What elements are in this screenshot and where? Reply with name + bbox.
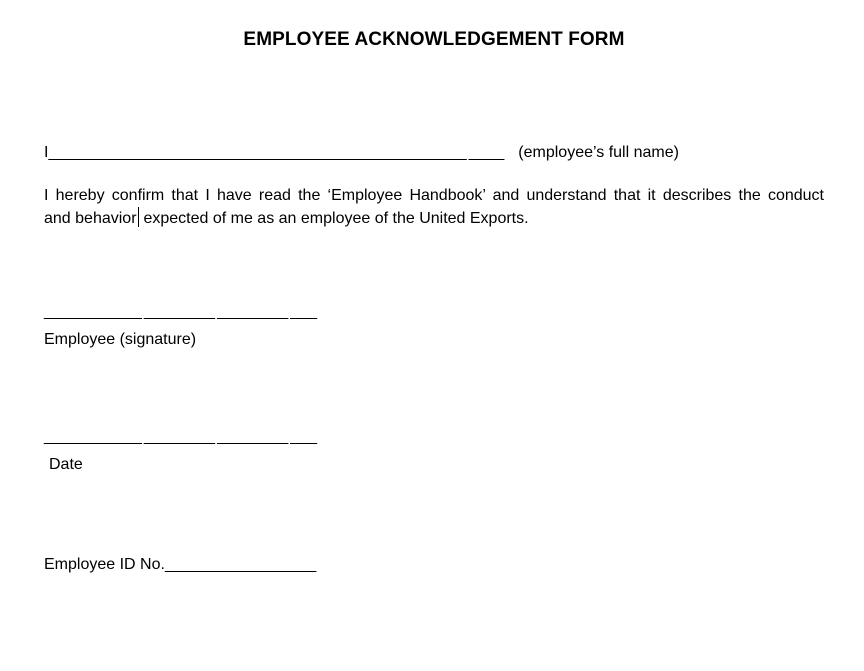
paragraph-line-1: I hereby confirm that I have read the ‘Employee Handbook’ and understand that it describes the conduct: [44, 187, 824, 204]
date-blank-segment-2[interactable]: ________: [143, 428, 216, 445]
acknowledgement-paragraph: [44, 184, 824, 230]
paragraph-line-2-before-caret: and behavior: [44, 210, 137, 227]
paragraph-line-2: [44, 207, 824, 230]
date-blank-line: [44, 425, 824, 448]
employee-id-line: [44, 553, 824, 576]
signature-blank-segment-2[interactable]: ________: [143, 303, 216, 320]
date-blank-segment-3[interactable]: ________: [217, 428, 289, 445]
signature-label: Employee (signature): [44, 331, 197, 348]
name-blank-segment-2[interactable]: ____: [468, 144, 505, 161]
signature-blank-segment-3[interactable]: ________: [217, 303, 289, 320]
date-blank-segment-4[interactable]: ___: [290, 428, 317, 445]
name-blank-segment-1[interactable]: _______________________________________________: [48, 144, 467, 161]
signature-blank-segment-1[interactable]: ___________: [44, 303, 142, 320]
signature-blank-segment-4[interactable]: ___: [290, 303, 317, 320]
signature-blank-line: [44, 300, 824, 323]
form-title: EMPLOYEE ACKNOWLEDGEMENT FORM: [243, 29, 625, 50]
date-label: Date: [49, 456, 83, 473]
document-page[interactable]: [0, 28, 864, 671]
date-blank-segment-1[interactable]: ___________: [44, 428, 142, 445]
paragraph-line-2-after-caret: expected of me as an employee of the United Exports.: [139, 210, 529, 227]
name-line-caption: (employee’s full name): [518, 144, 679, 161]
name-line-prefix: I: [44, 144, 49, 161]
employee-id-label: Employee ID No.: [44, 556, 165, 573]
employee-name-line: [44, 141, 824, 164]
employee-id-blank-segment[interactable]: _________________: [164, 556, 317, 573]
